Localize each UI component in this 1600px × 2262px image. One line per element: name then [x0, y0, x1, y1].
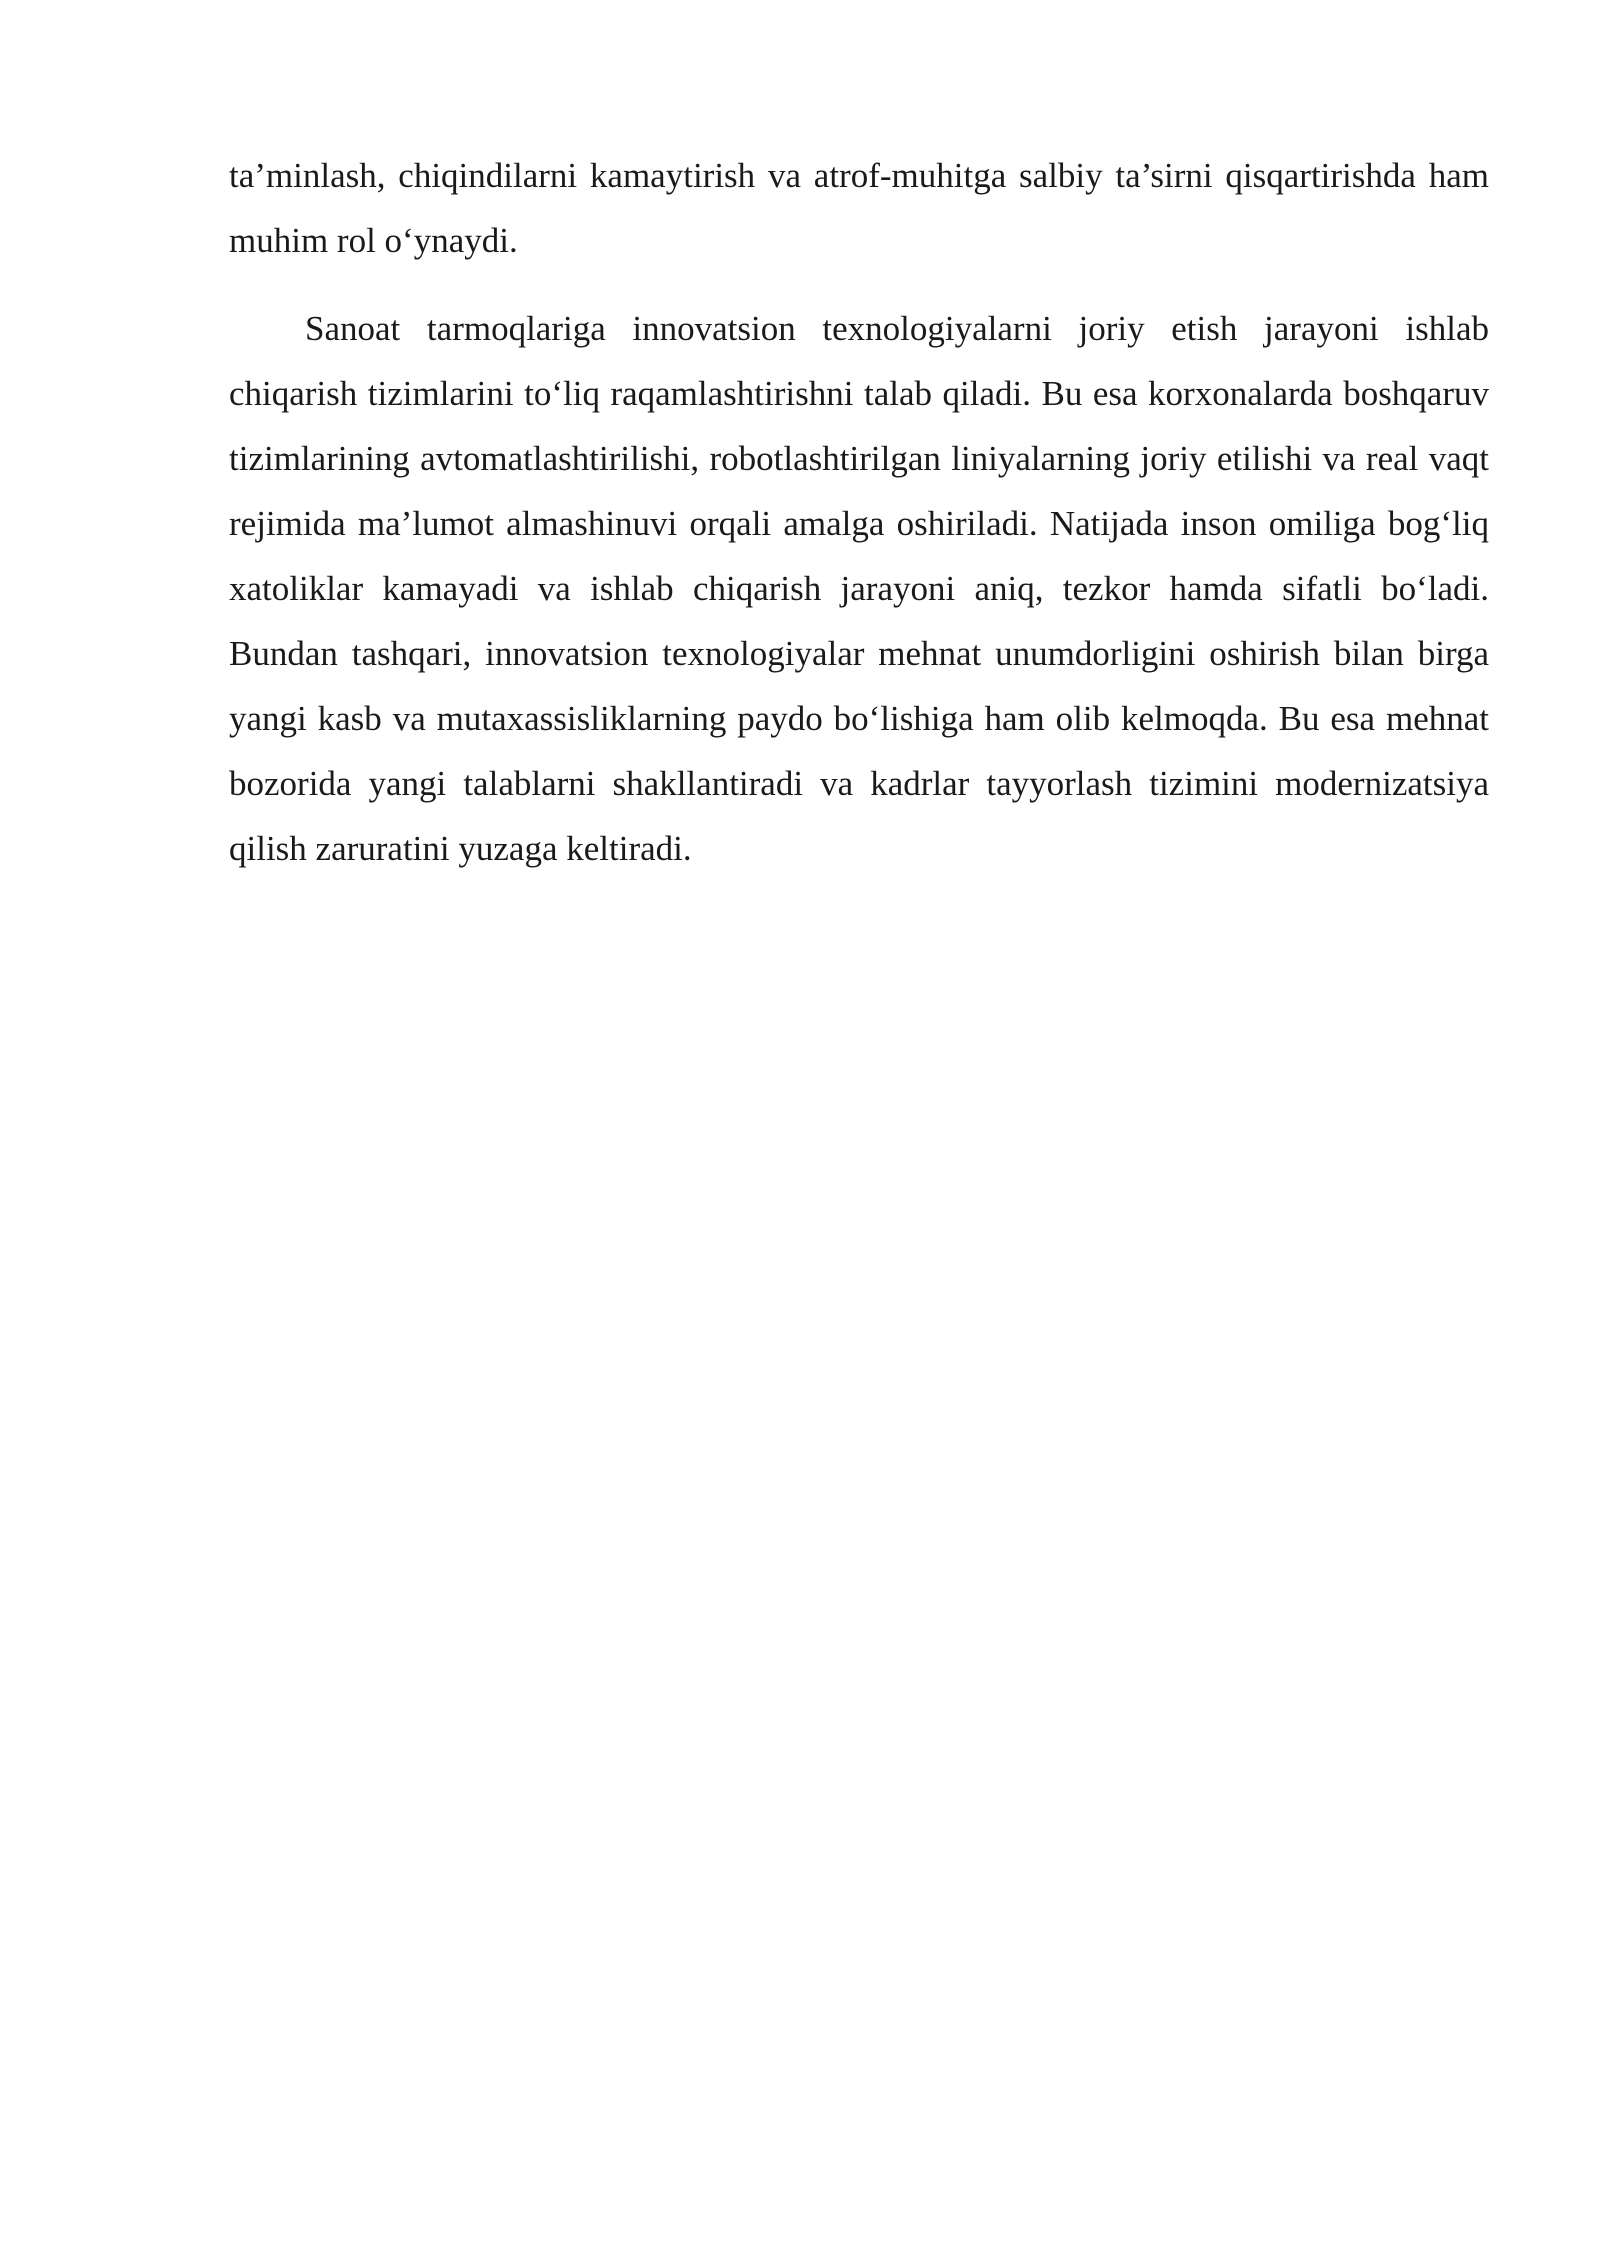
- paragraph-innovation-technologies: Sanoat tarmoqlariga innovatsion texnologiyalarni joriy etish jarayoni ishlab chiqarish tizimlarini to‘liq raqamlashtirishni talab qiladi. Bu esa korxonalarda boshqaruv tizimlarining avtomatlashtirilishi, robotlashtirilgan liniyalarning joriy etilishi va real vaqt rejimida ma’lumot almashinuvi orqali amalga oshiriladi. Natijada inson omiliga bog‘liq xatoliklar kamayadi va ishlab chiqarish jarayoni aniq, tezkor hamda sifatli bo‘ladi. Bundan tashqari, innovatsion texnologiyalar mehnat unumdorligini oshirish bilan birga yangi kasb va mutaxassisliklarning paydo bo‘lishiga ham olib kelmoqda. Bu esa mehnat bozorida yangi talablarni shakllantiradi va kadrlar tayyorlash tizimini modernizatsiya qilish zaruratini yuzaga keltiradi.: [229, 309, 1489, 868]
- paragraph-continued: ta’minlash, chiqindilarni kamaytirish va atrof-muhitga salbiy ta’sirni qisqartirishda ham muhim rol o‘ynaydi.: [229, 156, 1489, 260]
- document-body: [229, 143, 1489, 881]
